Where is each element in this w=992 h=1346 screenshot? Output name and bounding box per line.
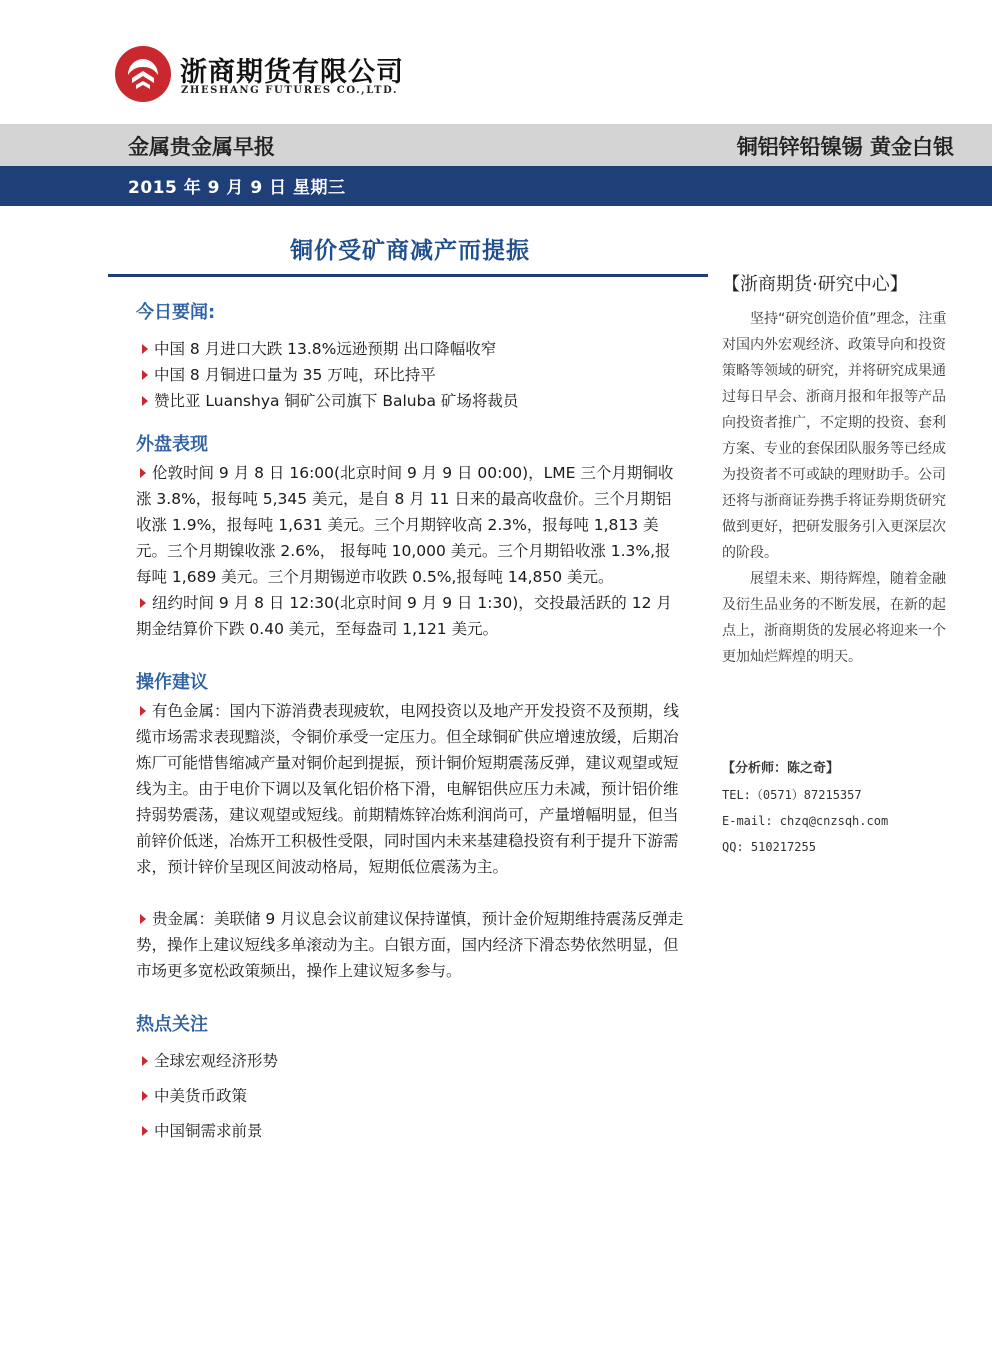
advice-paragraph: 有色金属：国内下游消费表现疲软，电网投资以及地产开发投资不及预期，线缆市场需求表现黯淡，令铜价承受一定压力。但全球铜矿供应增速放缓，后期冶炼厂可能惜售缩减产量对铜价起到提振，预计铜价短期震荡反弹，建议观望或短线为主。由于电价下调以及氧化铝价格下滑，电解铝供应压力未减，预计铝价维持弱势震荡，建议观望或短线。前期精炼锌冶炼利润尚可，产量增幅明显，但当前锌价低迷，冶炼开工积极性受限，同时国内未来基建稳投资有利于提升下游需求，预计锌价呈现区间波动格局，短期低位震荡为主。 — [136, 702, 680, 876]
list-item: 中国铜需求前景 — [136, 1118, 684, 1144]
sidebar-paragraph: 展望未来、期待辉煌，随着金融及衍生品业务的不断发展，在新的起点上，浙商期货的发展必将迎来一个更加灿烂辉煌的明天。 — [722, 571, 946, 665]
arrow-bullet-icon — [140, 468, 146, 478]
list-item: 中美货币政策 — [136, 1083, 684, 1109]
arrow-bullet-icon — [142, 370, 148, 380]
arrow-bullet-icon — [140, 706, 146, 716]
arrow-bullet-icon — [142, 1056, 148, 1066]
analyst-email: E-mail: chzq@cnzsqh.com — [722, 814, 889, 828]
analyst-name: 【分析师：陈之奇】 — [722, 761, 840, 776]
metals-list: 铜铝锌铅镍锡 黄金白银 — [736, 135, 954, 159]
list-item: 中国 8 月铜进口量为 35 万吨，环比持平 — [136, 362, 684, 388]
list-item: 中国 8 月进口大跌 13.8%远逊预期 出口降幅收窄 — [136, 336, 684, 362]
news-list — [136, 336, 684, 414]
list-item: 赞比亚 Luanshya 铜矿公司旗下 Baluba 矿场将裁员 — [136, 388, 684, 414]
sidebar-heading: 【浙商期货·研究中心】 — [722, 274, 908, 295]
section-heading-news: 今日要闻: — [136, 302, 216, 323]
company-name-cn: 浙商期货有限公司 — [180, 57, 404, 88]
analyst-tel: TEL:（0571）87215357 — [722, 788, 862, 802]
headline-rule — [108, 274, 708, 277]
company-name-en: ZHESHANG FUTURES CO.,LTD. — [181, 85, 399, 96]
headline: 铜价受矿商减产而提振 — [290, 238, 530, 264]
company-logo-icon — [114, 45, 172, 103]
arrow-bullet-icon — [140, 598, 146, 608]
arrow-bullet-icon — [142, 396, 148, 406]
hotspot-list — [136, 1048, 684, 1144]
arrow-bullet-icon — [142, 344, 148, 354]
section-heading-overseas: 外盘表现 — [136, 434, 208, 455]
analyst-qq: QQ: 510217255 — [722, 840, 816, 854]
arrow-bullet-icon — [142, 1126, 148, 1136]
arrow-bullet-icon — [142, 1091, 148, 1101]
sidebar — [722, 270, 954, 670]
overseas-paragraph: 伦敦时间 9 月 8 日 16:00(北京时间 9 月 9 日 00:00)，LME 三个月期铜收涨 3.8%，报每吨 5,345 美元，是自 8 月 11 日来的最高收盘价。三个月期铝收涨 1.9%，报每吨 1,631 美元。三个月期锌收高 2.3%，报每吨 1,813 美元。三个月期镍收涨 2.6%， 报每吨 10,000 美元。三个月期铅收涨 1.3%,报每吨 1,689 美元。三个月期锡逆市收跌 0.5%,报每吨 14,850 美元。 — [136, 464, 674, 586]
report-date: 2015 年 9 月 9 日 星期三 — [128, 178, 346, 198]
section-heading-hotspots: 热点关注 — [136, 1014, 208, 1035]
list-item: 全球宏观经济形势 — [136, 1048, 684, 1074]
section-heading-advice: 操作建议 — [136, 672, 208, 693]
report-type: 金属贵金属早报 — [128, 135, 275, 159]
overseas-paragraph: 纽约时间 9 月 8 日 12:30(北京时间 9 月 9 日 1:30)，交投最活跃的 12 月期金结算价下跌 0.40 美元，至每盎司 1,121 美元。 — [136, 594, 672, 638]
advice-paragraph: 贵金属：美联储 9 月议息会议前建议保持谨慎，预计金价短期维持震荡反弹走势，操作上建议短线多单滚动为主。白银方面，国内经济下滑态势依然明显，但市场更多宽松政策频出，操作上建议短多参与。 — [136, 910, 684, 980]
sidebar-paragraph: 坚持“研究创造价值”理念，注重对国内外宏观经济、政策导向和投资策略等领域的研究，并将研究成果通过每日早会、浙商月报和年报等产品向投资者推广，不定期的投资、套利方案、专业的套保团队服务等已经成为投资者不可或缺的理财助手。公司还将与浙商证券携手将证券期货研究做到更好，把研发服务引入更深层次的阶段。 — [722, 311, 947, 561]
main-column — [136, 298, 684, 1144]
analyst-contact — [722, 756, 962, 860]
arrow-bullet-icon — [140, 914, 146, 924]
